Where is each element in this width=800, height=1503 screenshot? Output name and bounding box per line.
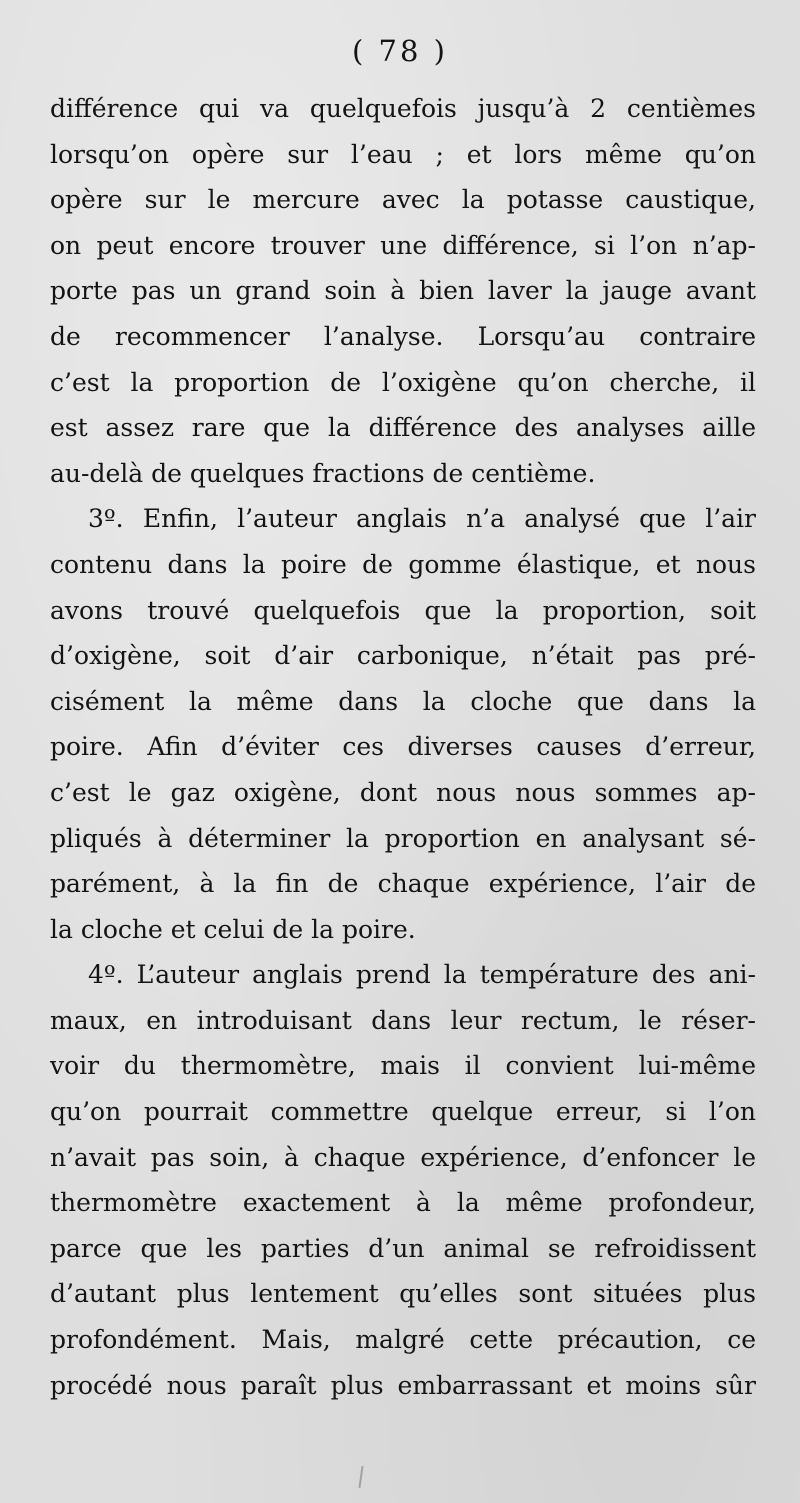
text-line: de recommencer l’analyse. Lorsqu’au contraire — [50, 321, 756, 351]
text-line: procédé nous paraît plus embarrassant et moins sûr — [50, 1370, 756, 1400]
text-line: pliqués à déterminer la proportion en analysant sé- — [50, 823, 756, 853]
text-line: cisément la même dans la cloche que dans la — [50, 686, 756, 716]
text-line: opère sur le mercure avec la potasse caustique, — [50, 185, 756, 215]
text-line: porte pas un grand soin à bien laver la jauge avant — [50, 276, 756, 306]
text-line: est assez rare que la différence des analyses aille — [50, 413, 756, 443]
body-text — [50, 86, 756, 1408]
paragraph-start-line: 4º. L’auteur anglais prend la température des ani- — [88, 960, 756, 990]
text-line: n’avait pas soin, à chaque expérience, d’enfoncer le — [50, 1142, 756, 1172]
text-line: parce que les parties d’un animal se refroidissent — [50, 1233, 756, 1263]
text-line: parément, à la fin de chaque expérience, l’air de — [50, 869, 756, 899]
text-line: poire. Afin d’éviter ces diverses causes d’erreur, — [50, 732, 756, 762]
text-line: on peut encore trouver une différence, si l’on n’ap- — [50, 230, 756, 260]
text-line: c’est le gaz oxigène, dont nous nous sommes ap- — [50, 777, 756, 807]
text-line: la cloche et celui de la poire. — [50, 914, 416, 944]
text-line: contenu dans la poire de gomme élastique, et nous — [50, 549, 756, 579]
text-line: voir du thermomètre, mais il convient lui-même — [50, 1051, 756, 1081]
text-line: qu’on pourrait commettre quelque erreur, si l’on — [50, 1097, 756, 1127]
text-line: d’autant plus lentement qu’elles sont situées plus — [50, 1279, 756, 1309]
page-number: ( 78 ) — [352, 34, 448, 68]
text-line: lorsqu’on opère sur l’eau ; et lors même qu’on — [50, 139, 756, 169]
text-line: avons trouvé quelquefois que la proportion, soit — [50, 595, 756, 625]
text-line: thermomètre exactement à la même profondeur, — [50, 1188, 756, 1218]
text-line: profondément. Mais, malgré cette précaution, ce — [50, 1325, 756, 1355]
paper-blemish — [358, 1466, 363, 1488]
text-line: au-delà de quelques fractions de centième. — [50, 458, 596, 488]
text-line: différence qui va quelquefois jusqu’à 2 centièmes — [50, 94, 756, 123]
paragraph-start-line: 3º. Enfin, l’auteur anglais n’a analysé que l’air — [88, 504, 756, 534]
text-line: maux, en introduisant dans leur rectum, le réser- — [50, 1005, 756, 1035]
text-line: d’oxigène, soit d’air carbonique, n’était pas pré- — [50, 641, 756, 671]
text-line: c’est la proportion de l’oxigène qu’on cherche, il — [50, 367, 756, 397]
